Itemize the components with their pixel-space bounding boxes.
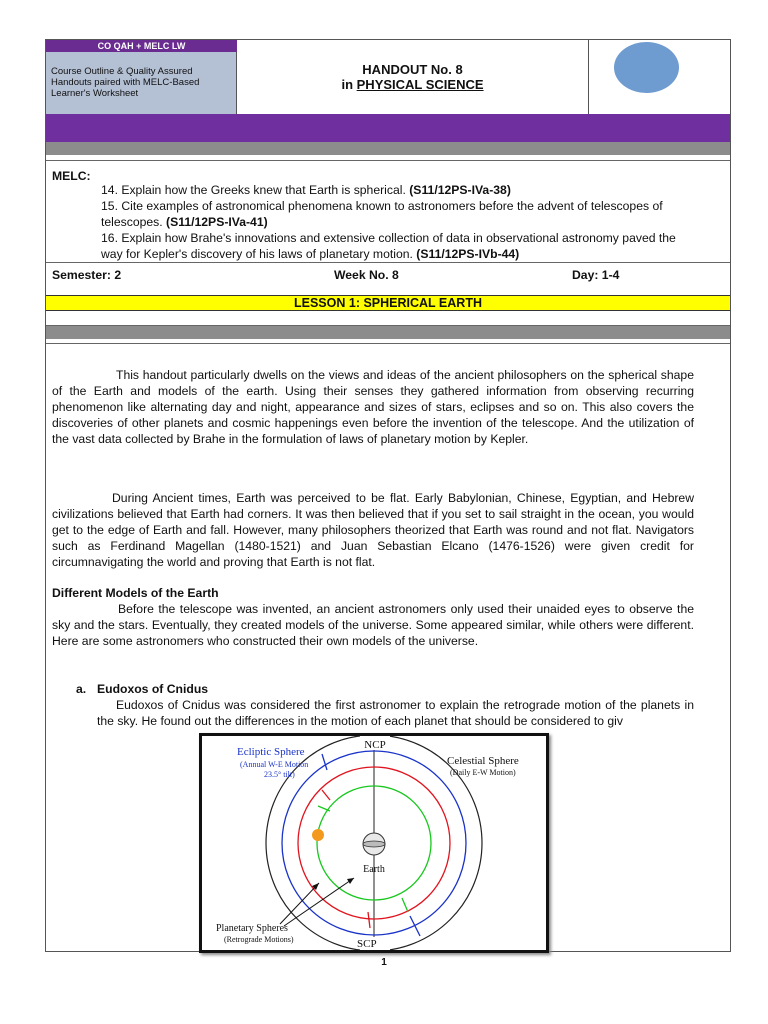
celestial-label: Celestial Sphere bbox=[447, 755, 519, 767]
melc-item: 15. Cite examples of astronomical phenomena known to astronomers before the advent of telescopes of telescopes. (S11/12PS-IVa-41) bbox=[101, 199, 663, 229]
eudoxus-model-figure bbox=[199, 733, 549, 953]
course-outline-text: Course Outline & Quality Assured Handouts paired with MELC-Based Learner's Worksheet bbox=[51, 66, 200, 99]
earth-label: Earth bbox=[363, 864, 385, 875]
melc-item: 14. Explain how the Greeks knew that Earth is spherical. (S11/12PS-IVa-38) bbox=[101, 183, 511, 197]
semester-label: Semester: 2 bbox=[52, 268, 122, 282]
title-prefix: in bbox=[341, 77, 354, 92]
page-number: 1 bbox=[381, 957, 387, 968]
divider bbox=[46, 343, 730, 344]
divider bbox=[46, 262, 730, 263]
gray-band bbox=[46, 326, 730, 339]
melc-item: 16. Explain how Brahe's innovations and extensive collection of data in observational astronomy paved the way for Kepler's discovery of his laws of planetary motion. (S11/12PS-IVb-44) bbox=[101, 231, 676, 261]
celestial-sub: (Daily E-W Motion) bbox=[450, 768, 516, 777]
divider bbox=[46, 160, 730, 161]
subsection-marker: a. bbox=[76, 682, 87, 696]
day-label: Day: 1-4 bbox=[572, 268, 620, 282]
ecliptic-sub1: (Annual W-E Motion bbox=[240, 760, 309, 769]
melc-label: MELC: bbox=[52, 169, 91, 183]
header-tag: CO QAH + MELC LW bbox=[46, 40, 237, 52]
melc-list bbox=[101, 182, 691, 262]
intro-paragraph: This handout particularly dwells on the views and ideas of the ancient philosophers on the spherical shape of the Earth and models of the earth. Using their senses they gathered information from observing recurring phenomenon like alternating day and night, appearance and sizes of stars, eclipses and so on. This also covers the discoveries of other planets and cosmic happenings even before the invention of the telescope. And the utilization of the vast data collected by Brahe in the formulation of laws of planetary motion by Kepler. bbox=[52, 368, 694, 446]
planetary-sub: (Retrograde Motions) bbox=[224, 935, 294, 944]
purple-band bbox=[46, 114, 730, 142]
handout-number: HANDOUT No. 8 bbox=[362, 62, 463, 77]
lesson-title: LESSON 1: SPHERICAL EARTH bbox=[46, 295, 730, 311]
ncp-label: NCP bbox=[364, 739, 386, 751]
section-heading: Different Models of the Earth bbox=[52, 586, 219, 600]
handout-title bbox=[237, 40, 589, 114]
models-paragraph: Before the telescope was invented, an ancient astronomers only used their unaided eyes to observe the sky and the stars. Eventually, they created models of the universe. Some appeared similar, while others were different. Here are some astronomers who constructed their own models of the universe. bbox=[52, 602, 694, 648]
subject-name: PHYSICAL SCIENCE bbox=[356, 77, 484, 92]
scp-label: SCP bbox=[357, 938, 377, 950]
week-label: Week No. 8 bbox=[334, 268, 399, 282]
sun-dot bbox=[312, 829, 324, 841]
ecliptic-sub2: 23.5° tilt) bbox=[264, 770, 295, 779]
subsection-heading: Eudoxos of Cnidus bbox=[97, 682, 209, 696]
ancient-paragraph: During Ancient times, Earth was perceived to be flat. Early Babylonian, Chinese, Egyptian, and Hebrew civilizations believed that Earth had corners. It was then believed that if you set to sail straight in the ocean, you would get to the edge of Earth and fall. However, many philosophers theorized that Earth was round and not flat. Navigators such as Ferdinand Magellan (1480-1521) and Juan Sebastian Elcano (1476-1526) were given credit for circumnavigating the world and proving that Earth is not flat. bbox=[52, 491, 694, 569]
spheres-diagram bbox=[202, 736, 546, 950]
ecliptic-label: Ecliptic Sphere bbox=[237, 746, 305, 758]
logo-circle bbox=[614, 42, 679, 93]
eudoxos-paragraph: Eudoxos of Cnidus was considered the first astronomer to explain the retrograde motion of the planets in the sky. He found out the differences in the motion of each planet that should be considered to giv bbox=[97, 698, 694, 728]
gray-band bbox=[46, 142, 730, 155]
planetary-label: Planetary Spheres bbox=[216, 923, 288, 934]
handout-subject-line bbox=[237, 77, 588, 92]
